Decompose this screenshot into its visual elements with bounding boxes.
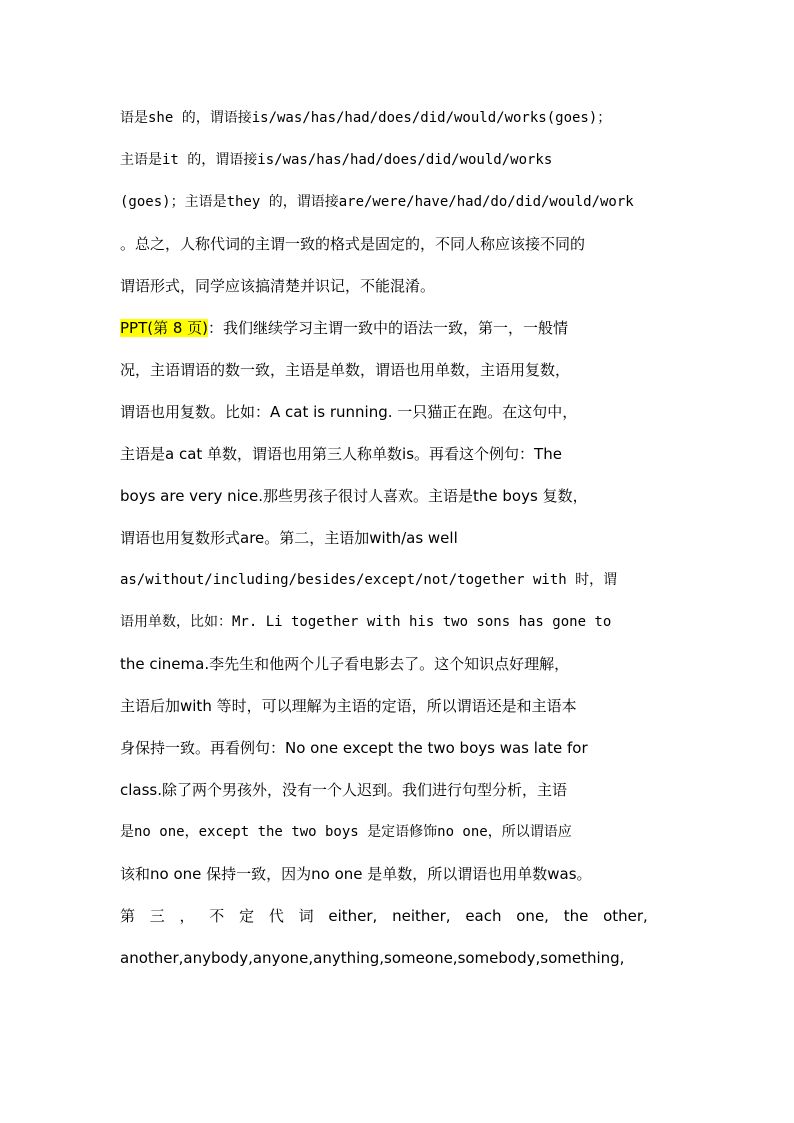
paragraph-line-13: 语用单数，比如：Mr. Li together with his two sons has gone to: [120, 614, 612, 630]
paragraph-line-1: 语是she 的，谓语接is/was/has/had/does/did/would/works(goes)；: [120, 110, 612, 126]
paragraph-line-20: 第 三 ， 不 定 代 词 either, neither, each one, the other,: [120, 907, 648, 925]
paragraph-line-6-text: ：我们继续学习主谓一致中的语法一致，第一，一般情: [208, 319, 569, 337]
paragraph-line-3: (goes)；主语是they 的，谓语接are/were/have/had/do/did/would/work: [120, 194, 634, 210]
paragraph-line-12: as/without/including/besides/except/not/together with 时，谓: [120, 572, 618, 588]
paragraph-line-18: 是no one，except the two boys 是定语修饰no one，所以谓语应: [120, 824, 572, 840]
paragraph-line-10: boys are very nice.那些男孩子很讨人喜欢。主语是the boys 复数，: [120, 487, 588, 505]
paragraph-line-16: 身保持一致。再看例句：No one except the two boys was late for: [120, 739, 588, 757]
paragraph-line-4: 。总之，人称代词的主谓一致的格式是固定的，不同人称应该接不同的: [120, 235, 586, 253]
paragraph-line-21: another,anybody,anyone,anything,someone,somebody,something,: [120, 949, 625, 967]
paragraph-line-7: 况，主语谓语的数一致，主语是单数，谓语也用单数，主语用复数，: [120, 361, 571, 379]
paragraph-line-14: the cinema.李先生和他两个儿子看电影去了。这个知识点好理解，: [120, 655, 570, 673]
ppt-page-label: PPT(第 8 页): [120, 319, 209, 337]
paragraph-line-9: 主语是a cat 单数，谓语也用第三人称单数is。再看这个例句：The: [120, 445, 562, 463]
paragraph-line-6: [120, 314, 685, 342]
paragraph-line-2: 主语是it 的，谓语接is/was/has/had/does/did/would/works: [120, 152, 553, 168]
paragraph-line-19: 该和no one 保持一致，因为no one 是单数，所以谓语也用单数was。: [120, 865, 592, 883]
paragraph-line-17: class.除了两个男孩外，没有一个人迟到。我们进行句型分析，主语: [120, 781, 568, 799]
paragraph-line-15: 主语后加with 等时，可以理解为主语的定语，所以谓语还是和主语本: [120, 697, 577, 715]
paragraph-line-8: 谓语也用复数。比如：A cat is running. 一只猫正在跑。在这句中，: [120, 403, 578, 421]
paragraph-line-11: 谓语也用复数形式are。第二，主语加with/as well: [120, 529, 458, 547]
paragraph-line-5: 谓语形式，同学应该搞清楚并识记，不能混淆。: [120, 277, 436, 295]
